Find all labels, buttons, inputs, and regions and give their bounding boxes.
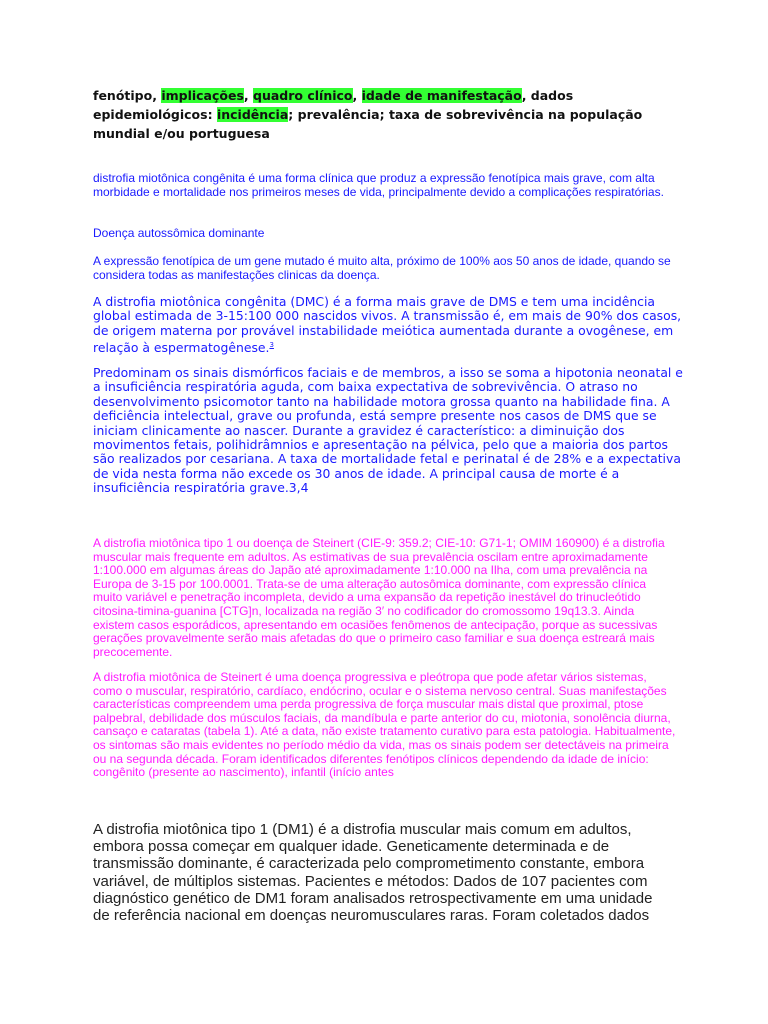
heading-text: ; prevalência; taxa de sobrevivência na população mundial e/ou portuguesa	[93, 107, 643, 141]
blue-paragraph-dmc	[93, 295, 683, 356]
black-paragraph-dm1-abstract: A distrofia miotônica tipo 1 (DM1) é a distrofia muscular mais comum em adultos, embora possa começar em qualquer idade. Geneticamente determinada e de transmissão dominante, é caracterizada pelo comprometimento constante, embora variável, de múltiplos sistemas. Pacientes e métodos: Dados de 107 pacientes com diagnóstico genético de DM1 foram analisados retrospectivamente em uma unidade de referência nacional em doenças neuromusculares raras. Foram coletados dados	[93, 821, 653, 925]
heading-text: , dados epidemiológicos:	[93, 88, 574, 122]
blue-paragraph-signs: Predominam os sinais dismórficos faciais e de membros, a isso se soma a hipotonia neonatal e a insuficiência respiratória aguda, com baixa expectativa de sobrevivência. O atraso no desenvolvimento psicomotor tanto na habilidade motora grossa quanto na habilidade fina. A deficiência intelectual, grave ou profunda, está sempre presente nos casos de DMS que se iniciam clinicamente ao nascer. Durante a gravidez é característico: a diminuição dos movimentos fetais, polihidrâmnios e apresentação na pélvica, pelo que a maioria dos partos são realizados por cesariana. A taxa de mortalidade fetal e perinatal é de 28% e a expectativa de vida nesta forma não excede os 30 anos de idade. A principal causa de morte é a insuficiência respiratória grave.3,4	[93, 365, 683, 496]
paragraph-text: A distrofia miotônica congênita (DMC) é a forma mais grave de DMS e tem uma incidência global estimada de 3-15:100 000 nascidos vivos. A transmissão é, em mais de 90% dos casos, de origem materna por provável instabilidade meiótica aumentada durante a ovogênese, em relação à espermatogênese.	[93, 294, 682, 356]
reference-superscript[interactable]: 3	[269, 341, 274, 350]
highlighted-term-quadro-clinico: quadro clínico	[253, 88, 353, 103]
magenta-paragraph-steinert-progressive: A distrofia miotônica de Steinert é uma doença progressiva e pleótropa que pode afetar vários sistemas, como o muscular, respiratório, cardíaco, endócrino, ocular e o sistema nervoso central. Suas manifestações características compreendem uma perda progressiva de força muscular mais distal que proximal, ptose palpebral, debilidade dos músculos faciais, da mandíbula e parte anterior do cu, miotonia, sonolência diurna, cansaço e cataratas (tabela 1). Até a data, não existe tratamento curativo para esta patologia. Habitualmente, os sintomas são mais evidentes no período médio da vida, mas os sinais podem ser detectáveis na primeira ou na segunda década. Foram identificados diferentes fenótipos clínicos dependendo da idade de início: congênito (presente ao nascimento), infantil (início antes	[93, 670, 676, 780]
highlighted-term-implicacoes: implicações	[161, 88, 244, 103]
blue-note-expression: A expressão fenotípica de um gene mutado é muito alta, próximo de 100% aos 50 anos de idade, quando se considera todas as manifestações clinicas da doença.	[93, 254, 671, 282]
magenta-paragraph-steinert-type1: A distrofia miotônica tipo 1 ou doença de Steinert (CIE-9: 359.2; CIE-10: G71-1; OMIM 160900) é a distrofia muscular mais frequente em adultos. As estimativas de sua prevalência oscilam entre aproximadamente 1:100.000 em algumas áreas do Japão até aproximadamente 1:10.000 na Ilha, com uma prevalência na Europa de 3-15 por 100.0001. Trata-se de uma alteração autosômica dominante, com expressão clínica muito variável e penetração incompleta, devido a uma expansão da repetição inestável do trinucleótido citosina-timina-guanina [CTG]n, localizada na região 3′ no codificador do cromossomo 19q13.3. Ainda existem casos esporádicos, apresentando em ocasiões fenômenos de antecipação, porque as sucessivas gerações provavelmente serão mais afetadas do que o primeiro caso familiar e sua doença estreará mais precocemente.	[93, 536, 665, 659]
blue-note-congenital: distrofia miotônica congênita é uma forma clínica que produz a expressão fenotípica mais grave, com alta morbidade e mortalidade nos primeiros meses de vida, principalmente devido a complicações respiratórias.	[93, 171, 664, 199]
blue-note-inheritance: Doença autossômica dominante	[93, 226, 265, 240]
highlighted-term-idade-manifestacao: idade de manifestação	[361, 88, 522, 103]
heading-text: ,	[243, 88, 254, 103]
heading-text: ,	[352, 88, 362, 103]
heading-text: fenótipo,	[93, 88, 162, 103]
highlighted-term-incidencia: incidência	[216, 107, 289, 122]
section-heading	[93, 86, 693, 143]
